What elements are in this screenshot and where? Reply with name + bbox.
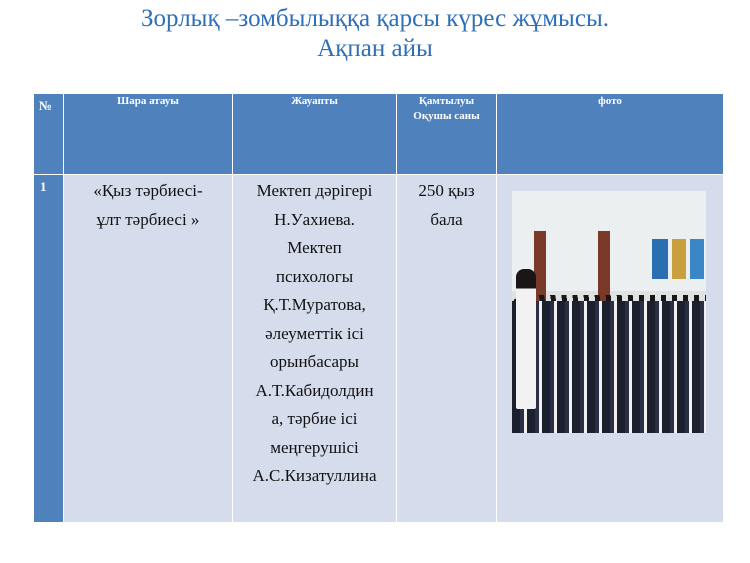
responsible-line: А.Т.Кабидолдин — [255, 380, 374, 400]
row-num: 1 — [34, 175, 64, 523]
title-line-2: Ақпан айы — [317, 35, 433, 62]
responsible-line: Қ.Т.Муратова, — [263, 295, 366, 314]
header-covered-line-2: Оқушы саны — [413, 110, 480, 122]
photo-poster — [652, 239, 668, 279]
responsible-line: а, тәрбие ісі — [271, 409, 358, 428]
row-covered-cell — [397, 175, 497, 523]
header-event: Шара атауы — [64, 94, 233, 175]
photo-audience — [512, 301, 706, 433]
responsible-line: А.С.Кизатуллина — [252, 466, 377, 485]
header-covered — [397, 94, 497, 175]
events-table — [33, 93, 724, 523]
header-num: № — [34, 94, 64, 175]
row-event-cell — [64, 175, 233, 523]
slide-title — [0, 4, 750, 64]
title-line-1: Зорлық –зомбылыққа қарсы күрес жұмысы. — [141, 5, 609, 32]
event-line: ұлт тәрбиесі » — [96, 209, 200, 229]
responsible-line: психологы — [275, 266, 354, 286]
responsible-line: Н.Уахиева. — [274, 209, 355, 229]
photo-speaker — [516, 269, 536, 409]
event-photo — [512, 191, 706, 433]
photo-door — [598, 231, 610, 301]
responsible-line: Мектеп дәрігері — [256, 181, 373, 200]
header-responsible: Жауапты — [233, 94, 397, 175]
header-photo: фото — [497, 94, 724, 175]
photo-poster — [672, 239, 686, 279]
photo-poster — [690, 239, 704, 279]
responsible-line: Мектеп — [287, 238, 342, 257]
table-row — [34, 175, 724, 523]
responsible-line: орынбасары — [270, 352, 359, 371]
covered-line: 250 қыз — [418, 181, 475, 200]
covered-line: бала — [430, 209, 463, 229]
header-covered-line-1: Қамтылуы — [418, 95, 475, 107]
responsible-line: әлеуметтік ісі — [265, 323, 364, 343]
table-header-row — [34, 94, 724, 175]
event-line: «Қыз тәрбиесі- — [93, 181, 203, 200]
row-responsible-cell — [233, 175, 397, 523]
responsible-line: меңгерушісі — [270, 437, 359, 457]
row-photo-cell — [497, 175, 724, 523]
